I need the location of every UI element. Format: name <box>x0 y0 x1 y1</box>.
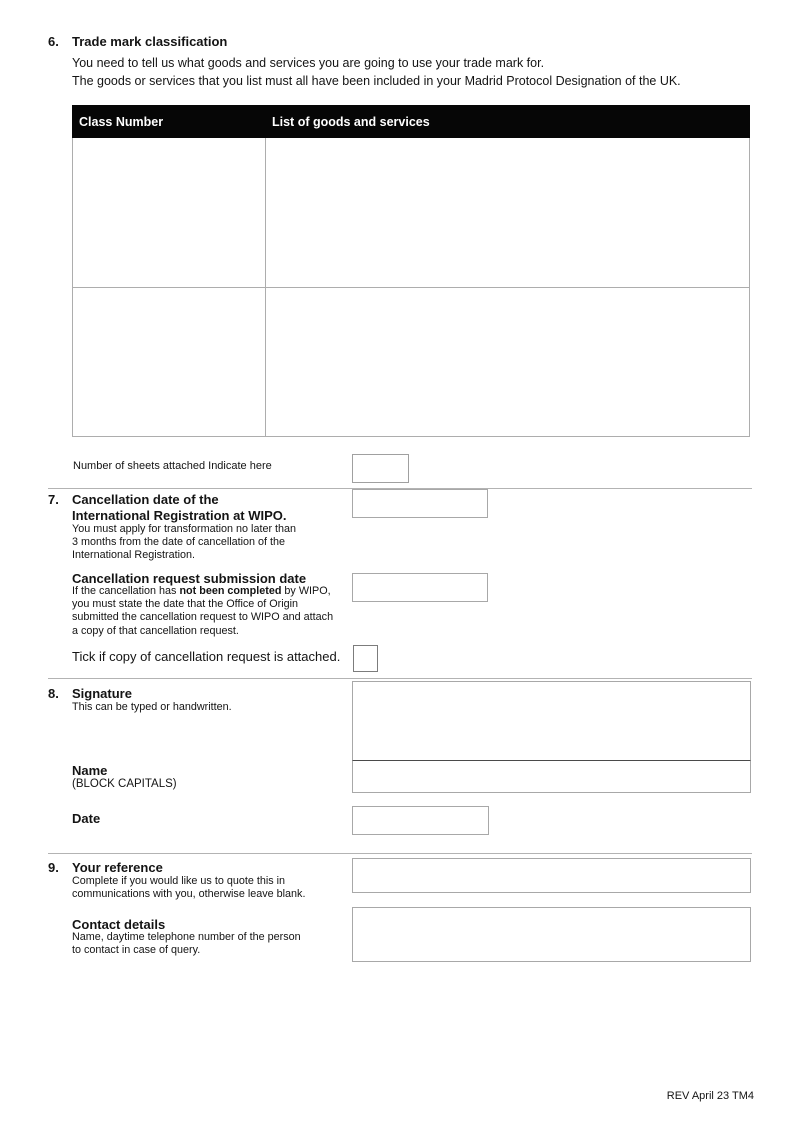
section8-divider <box>48 678 752 679</box>
table-row <box>72 138 750 288</box>
classification-table <box>72 105 750 437</box>
section8-title: Signature <box>72 686 132 701</box>
date-label: Date <box>72 811 101 826</box>
name-input[interactable] <box>352 760 751 793</box>
your-reference-input[interactable] <box>352 858 751 893</box>
section9-number: 9. <box>48 860 59 875</box>
section8-note: This can be typed or handwritten. <box>72 701 232 713</box>
section7-title-line2: International Registration at WIPO. <box>72 508 287 523</box>
goods-services-column-header: List of goods and services <box>272 114 430 129</box>
class-number-cell[interactable] <box>73 138 266 287</box>
signature-input[interactable] <box>352 681 751 760</box>
contact-details-note: Name, daytime telephone number of the person to contact in case of query. <box>72 931 301 957</box>
cancellation-request-title: Cancellation request submission date <box>72 571 307 586</box>
contact-details-label: Contact details <box>72 917 166 932</box>
section7-note: You must apply for transformation no later than 3 months from the date of cancellation of the International Registration. <box>72 523 297 562</box>
section6-intro <box>72 55 681 90</box>
section9-note: Complete if you would like us to quote this in communications with you, otherwise leave blank. <box>72 875 306 901</box>
form-revision-label: REV April 23 TM4 <box>666 1090 754 1102</box>
section9-title: Your reference <box>72 860 163 875</box>
section6-number: 6. <box>48 34 59 49</box>
contact-details-input[interactable] <box>352 907 751 962</box>
sheets-attached-input[interactable] <box>352 454 409 483</box>
classification-table-header <box>72 105 750 138</box>
section6-intro-line1: You need to tell us what goods and services you are going to use your trade mark for. <box>72 56 545 70</box>
goods-services-cell[interactable] <box>266 288 749 436</box>
section9-divider <box>48 853 752 854</box>
goods-services-cell[interactable] <box>266 138 749 287</box>
table-row <box>72 288 750 437</box>
section6-title: Trade mark classification <box>72 34 228 49</box>
sheets-attached-label: Number of sheets attached Indicate here <box>73 460 272 472</box>
class-number-cell[interactable] <box>73 288 266 436</box>
section6-intro-line2: The goods or services that you list must all have been included in your Madrid Protocol Designation of the UK. <box>72 73 681 88</box>
tick-copy-attached-label: Tick if copy of cancellation request is attached. <box>72 649 341 664</box>
section7-number: 7. <box>48 492 59 507</box>
cancellation-date-input[interactable] <box>352 489 488 518</box>
name-label: Name <box>72 763 108 778</box>
section7-title-line1: Cancellation date of the <box>72 492 219 507</box>
signature-date-input[interactable] <box>352 806 489 835</box>
copy-attached-checkbox[interactable] <box>353 645 378 672</box>
cancellation-request-note: If the cancellation has not been completed by WIPO, you must state the date that the Office of Origin submitted the cancellation request to WIPO and attach a copy of that cancellation request. <box>72 585 334 637</box>
class-number-column-header: Class Number <box>79 114 164 129</box>
block-capitals-label: (BLOCK CAPITALS) <box>72 778 177 790</box>
section8-number: 8. <box>48 686 59 701</box>
section7-title <box>72 492 287 524</box>
submission-date-input[interactable] <box>352 573 488 602</box>
